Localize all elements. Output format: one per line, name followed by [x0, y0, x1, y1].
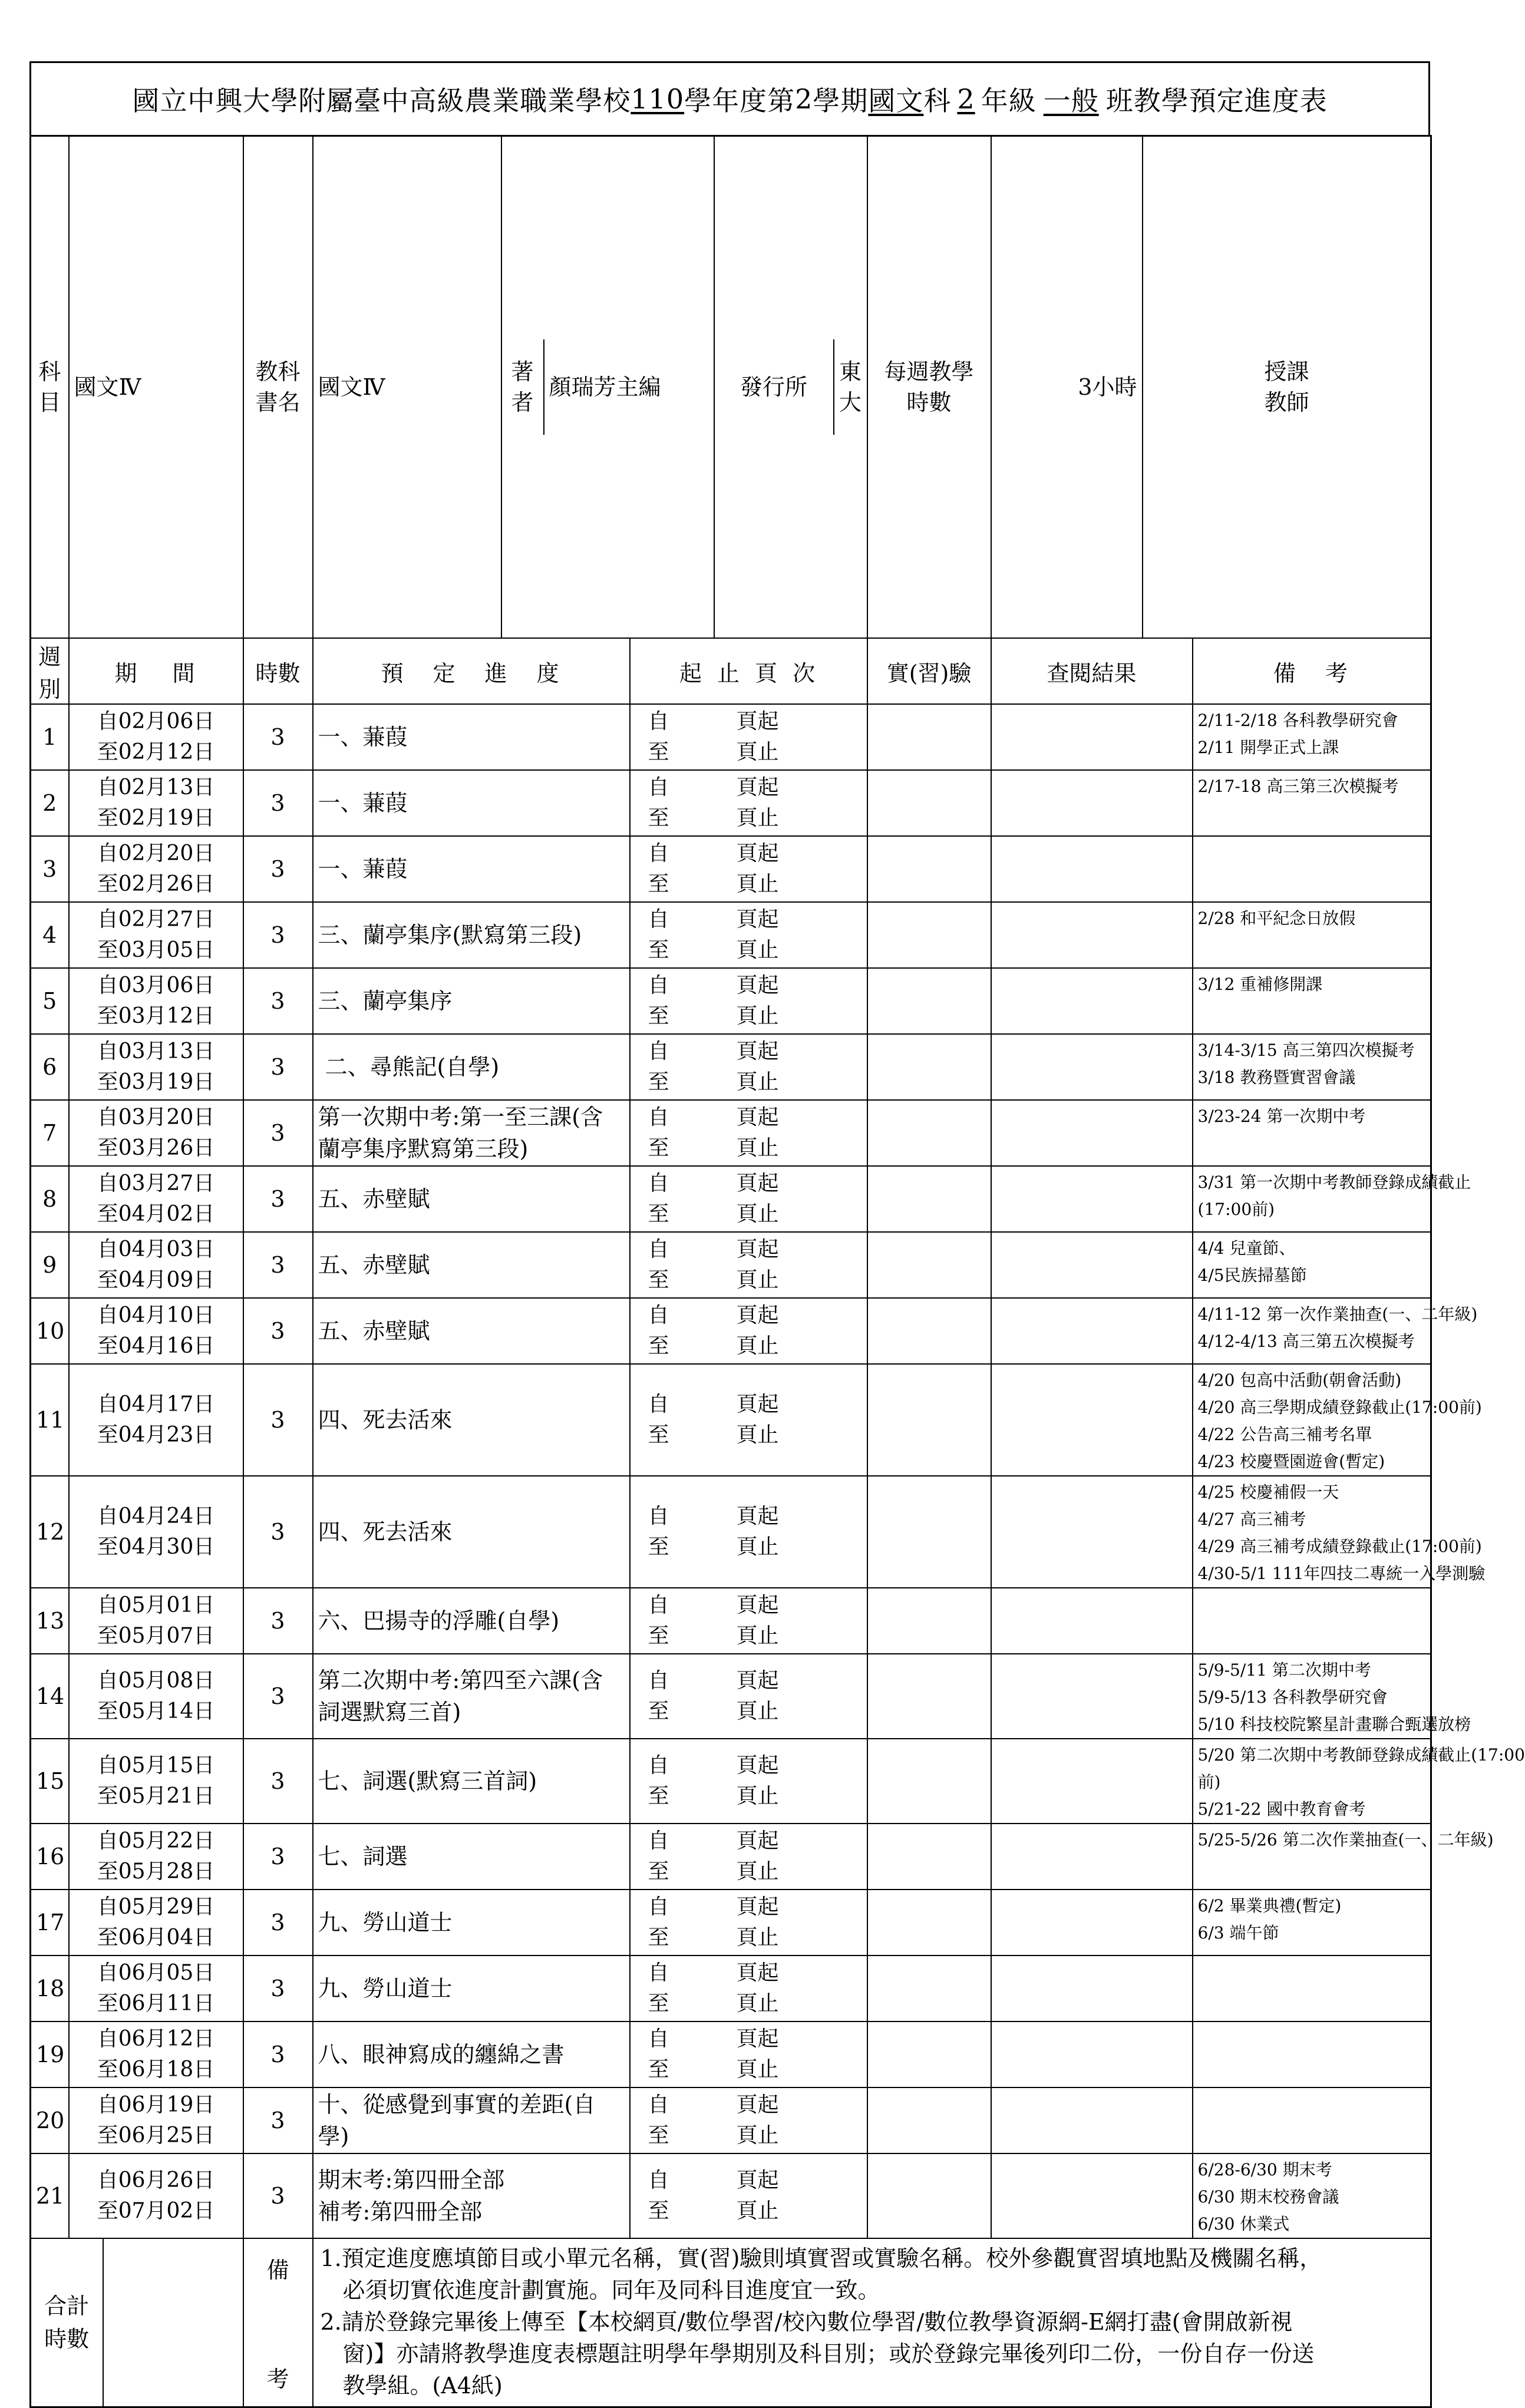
- notes-cell: [1193, 1824, 1494, 1890]
- check-result-cell: [991, 1956, 1193, 2021]
- table-row: [31, 1232, 1431, 1298]
- notes-cell: [1193, 1476, 1486, 1588]
- note-line: 4/11-12 第一次作業抽查(一、二年級): [1197, 1304, 1478, 1324]
- table-row: [31, 1956, 1431, 2021]
- notes-cell: [1193, 1588, 1431, 1654]
- hours-value: 3: [243, 1890, 313, 1956]
- column-header-row: [31, 638, 1431, 704]
- lab-cell: [867, 1890, 991, 1956]
- lab-cell: [867, 2153, 991, 2238]
- week-number: 8: [31, 1166, 69, 1232]
- page-range: 自 頁起 至 頁止: [630, 902, 867, 968]
- header-pages: 起 止 頁 次: [630, 638, 867, 704]
- hours-value: 3: [243, 902, 313, 968]
- lab-cell: [867, 2021, 991, 2087]
- week-number: 5: [31, 968, 69, 1034]
- school-name: 國立中興大學附屬臺中高級農業職業學校: [132, 85, 631, 117]
- period-dates: 自05月29日 至06月04日: [69, 1890, 243, 1956]
- page-range: 自 頁起 至 頁止: [630, 1298, 867, 1364]
- page-range: 自 頁起 至 頁止: [630, 1739, 867, 1824]
- progress-text: 十、從感覺到事實的差距(自學): [313, 2087, 630, 2153]
- progress-text: 三、蘭亭集序(默寫第三段): [313, 902, 630, 968]
- progress-text: 四、死去活來: [313, 1476, 630, 1588]
- progress-text: 一、蒹葭: [313, 836, 630, 902]
- table-row: [31, 1654, 1431, 1739]
- period-dates: 自04月03日 至04月09日: [69, 1232, 243, 1298]
- page-range: 自 頁起 至 頁止: [630, 1166, 867, 1232]
- check-result-cell: [991, 770, 1193, 836]
- note-line: 4/29 高三補考成績登錄截止(17:00前): [1197, 1537, 1482, 1556]
- check-result-cell: [991, 704, 1193, 770]
- notes-cell: [1193, 1890, 1431, 1956]
- notes-cell: [1193, 1034, 1431, 1100]
- lab-cell: [867, 1824, 991, 1890]
- note-line: 2/11 開學正式上課: [1197, 738, 1339, 757]
- notes-cell: [1193, 1654, 1471, 1739]
- page-range: 自 頁起 至 頁止: [630, 1654, 867, 1739]
- notes-cell: [1193, 1298, 1478, 1364]
- period-dates: 自02月06日 至02月12日: [69, 704, 243, 770]
- class-type: 一般: [1043, 85, 1099, 117]
- hours-value: 3: [243, 968, 313, 1034]
- page-range: 自 頁起 至 頁止: [630, 1476, 867, 1588]
- hours-value: 3: [243, 836, 313, 902]
- note-line: 3/12 重補修開課: [1197, 975, 1323, 994]
- table-row: [31, 1824, 1431, 1890]
- notes-cell: [1193, 2087, 1431, 2153]
- period-dates: 自06月19日 至06月25日: [69, 2087, 243, 2153]
- note-line: 2/17-18 高三第三次模擬考: [1197, 777, 1399, 796]
- check-result-cell: [991, 1890, 1193, 1956]
- check-result-cell: [991, 968, 1193, 1034]
- hours-value: 3: [243, 1654, 313, 1739]
- lab-cell: [867, 836, 991, 902]
- notes-cell: [1193, 902, 1431, 968]
- page-range: 自 頁起 至 頁止: [630, 1100, 867, 1166]
- page-range: 自 頁起 至 頁止: [630, 1824, 867, 1890]
- week-number: 19: [31, 2021, 69, 2087]
- note-line: 2/28 和平紀念日放假: [1197, 909, 1356, 928]
- progress-text: 第二次期中考:第四至六課(含詞選默寫三首): [313, 1654, 630, 1739]
- total-hours-label: 合計 時數: [31, 2238, 103, 2407]
- progress-text: 五、赤壁賦: [313, 1298, 630, 1364]
- page-title: 國立中興大學附屬臺中高級農業職業學校 110 學年度第 2 學期 國文 科 2 年級 一般 班教學預定進度表: [29, 61, 1430, 135]
- table-row: [31, 1476, 1431, 1588]
- notes-cell: [1193, 1100, 1431, 1166]
- textbook-value: 國文Ⅳ: [313, 136, 501, 639]
- notes-cell: [1193, 1232, 1431, 1298]
- check-result-cell: [991, 1232, 1193, 1298]
- period-dates: 自03月13日 至03月19日: [69, 1034, 243, 1100]
- note-line: 4/23 校慶暨園遊會(暫定): [1197, 1452, 1385, 1471]
- header-check: 查閱結果: [991, 638, 1193, 704]
- page-range: 自 頁起 至 頁止: [630, 1034, 867, 1100]
- note-line: 6/30 休業式: [1197, 2214, 1290, 2234]
- week-number: 15: [31, 1739, 69, 1824]
- page-range: 自 頁起 至 頁止: [630, 1588, 867, 1654]
- page-range: 自 頁起 至 頁止: [630, 968, 867, 1034]
- schedule-sheet: [29, 61, 1525, 2408]
- table-row: [31, 2153, 1431, 2238]
- week-number: 16: [31, 1824, 69, 1890]
- lab-cell: [867, 2087, 991, 2153]
- note-line: 5/9-5/13 各科教學研究會: [1197, 1687, 1388, 1707]
- page-range: 自 頁起 至 頁止: [630, 1232, 867, 1298]
- table-row: [31, 1588, 1431, 1654]
- progress-text: 七、詞選(默寫三首詞): [313, 1739, 630, 1824]
- progress-text: 九、勞山道士: [313, 1956, 630, 2021]
- page-range: 自 頁起 至 頁止: [630, 2153, 867, 2238]
- note-line: 4/22 公告高三補考名單: [1197, 1425, 1372, 1444]
- lab-cell: [867, 968, 991, 1034]
- subject-value: 國文Ⅳ: [69, 136, 243, 639]
- note-line: 4/30-5/1 111年四技二專統一入學測驗: [1197, 1564, 1486, 1583]
- period-dates: 自05月22日 至05月28日: [69, 1824, 243, 1890]
- hours-value: 3: [243, 1956, 313, 2021]
- lab-cell: [867, 1100, 991, 1166]
- table-row: [31, 1298, 1431, 1364]
- progress-text: 八、眼神寫成的纏綿之書: [313, 2021, 630, 2087]
- hours-value: 3: [243, 770, 313, 836]
- page-range: 自 頁起 至 頁止: [630, 1890, 867, 1956]
- header-lab: 實(習)驗: [867, 638, 991, 704]
- hours-value: 3: [243, 704, 313, 770]
- table-row: [31, 704, 1431, 770]
- teacher-label: 授課 教師: [1143, 136, 1431, 639]
- notes-cell: [1193, 1956, 1431, 2021]
- remark-label: 備 考: [243, 2238, 313, 2407]
- week-number: 6: [31, 1034, 69, 1100]
- hours-value: 3: [243, 2153, 313, 2238]
- note-line: 4/5民族掃墓節: [1197, 1266, 1307, 1285]
- note-line: 4/4 兒童節、: [1197, 1238, 1296, 1258]
- table-row: [31, 1739, 1431, 1824]
- period-dates: 自05月08日 至05月14日: [69, 1654, 243, 1739]
- notes-cell: [1193, 1739, 1525, 1824]
- note-line: 4/20 包高中活動(朝會活動): [1197, 1370, 1402, 1390]
- week-number: 11: [31, 1364, 69, 1476]
- check-result-cell: [991, 1588, 1193, 1654]
- page-range: 自 頁起 至 頁止: [630, 836, 867, 902]
- lab-cell: [867, 1588, 991, 1654]
- note-line: 前): [1197, 1772, 1221, 1792]
- lab-cell: [867, 1034, 991, 1100]
- check-result-cell: [991, 2087, 1193, 2153]
- publisher-value: 東 大: [833, 339, 867, 435]
- week-number: 17: [31, 1890, 69, 1956]
- week-number: 4: [31, 902, 69, 968]
- week-number: 21: [31, 2153, 69, 2238]
- check-result-cell: [991, 1298, 1193, 1364]
- check-result-cell: [991, 1654, 1193, 1739]
- notes-cell: [1193, 1166, 1471, 1232]
- hours-value: 3: [243, 1100, 313, 1166]
- hours-value: 3: [243, 1364, 313, 1476]
- week-number: 2: [31, 770, 69, 836]
- period-dates: 自03月20日 至03月26日: [69, 1100, 243, 1166]
- note-line: 6/3 端午節: [1197, 1923, 1279, 1943]
- period-dates: 自04月17日 至04月23日: [69, 1364, 243, 1476]
- header-progress: 預 定 進 度: [313, 638, 630, 704]
- hours-value: 3: [243, 1232, 313, 1298]
- author-value: 顏瑞芳主編: [549, 374, 661, 400]
- week-number: 14: [31, 1654, 69, 1739]
- total-hours-value: [103, 2238, 243, 2407]
- week-number: 1: [31, 704, 69, 770]
- note-line: (17:00前): [1197, 1200, 1275, 1219]
- notes-cell: [1193, 2153, 1431, 2238]
- table-row: [31, 968, 1431, 1034]
- page-range: 自 頁起 至 頁止: [630, 770, 867, 836]
- check-result-cell: [991, 2021, 1193, 2087]
- period-dates: 自02月27日 至03月05日: [69, 902, 243, 968]
- period-dates: 自04月10日 至04月16日: [69, 1298, 243, 1364]
- weekly-hours-label: 每週教學 時數: [867, 136, 991, 639]
- note-line: 6/30 期末校務會議: [1197, 2187, 1339, 2206]
- table-row: [31, 1364, 1431, 1476]
- term-number: 2: [795, 83, 813, 115]
- schedule-rows: [31, 704, 1525, 2238]
- note-line: 3/23-24 第一次期中考: [1197, 1106, 1366, 1126]
- period-dates: 自03月27日 至04月02日: [69, 1166, 243, 1232]
- note-line: 4/25 校慶補假一天: [1197, 1482, 1339, 1502]
- page-range: 自 頁起 至 頁止: [630, 704, 867, 770]
- note-line: 4/20 高三學期成績登錄截止(17:00前): [1197, 1398, 1482, 1417]
- lab-cell: [867, 902, 991, 968]
- week-number: 10: [31, 1298, 69, 1364]
- note-line: 5/21-22 國中教育會考: [1197, 1799, 1366, 1819]
- schedule-table: [29, 135, 1525, 2408]
- note-line: 2/11-2/18 各科教學研究會: [1197, 711, 1398, 730]
- lab-cell: [867, 1956, 991, 2021]
- note-line: 5/9-5/11 第二次期中考: [1197, 1660, 1371, 1680]
- note-line: 5/20 第二次期中考教師登錄成績截止(17:00: [1197, 1745, 1525, 1765]
- note-line: 3/31 第一次期中考教師登錄成績截止: [1197, 1172, 1471, 1192]
- publisher-label: 發行所: [740, 374, 808, 400]
- lab-cell: [867, 1654, 991, 1739]
- check-result-cell: [991, 1100, 1193, 1166]
- table-row: [31, 2021, 1431, 2087]
- notes-cell: [1193, 770, 1431, 836]
- note-line: 4/12-4/13 高三第五次模擬考: [1197, 1332, 1415, 1351]
- note-line: 6/28-6/30 期末考: [1197, 2160, 1332, 2179]
- hours-value: 3: [243, 1739, 313, 1824]
- notes-cell: [1193, 1364, 1482, 1476]
- header-notes: 備 考: [1193, 638, 1431, 704]
- progress-text: 三、蘭亭集序: [313, 968, 630, 1034]
- subject-label: 科 目: [31, 136, 69, 639]
- check-result-cell: [991, 836, 1193, 902]
- progress-text: 六、巴揚寺的浮雕(自學): [313, 1588, 630, 1654]
- notes-cell: [1193, 968, 1431, 1034]
- table-row: [31, 836, 1431, 902]
- textbook-label: 教科 書名: [243, 136, 313, 639]
- page-range: 自 頁起 至 頁止: [630, 2021, 867, 2087]
- period-dates: 自05月01日 至05月07日: [69, 1588, 243, 1654]
- lab-cell: [867, 1364, 991, 1476]
- grade-number: 2: [957, 83, 975, 115]
- week-number: 12: [31, 1476, 69, 1588]
- footer-row: [31, 2238, 1431, 2407]
- notes-cell: [1193, 2021, 1431, 2087]
- week-number: 13: [31, 1588, 69, 1654]
- note-line: 3/14-3/15 高三第四次模擬考: [1197, 1041, 1415, 1060]
- lab-cell: [867, 1476, 991, 1588]
- week-number: 20: [31, 2087, 69, 2153]
- header-hours: 時數: [243, 638, 313, 704]
- note-line: 6/2 畢業典禮(暫定): [1197, 1896, 1342, 1915]
- weekly-hours-value: 3小時: [991, 136, 1143, 639]
- check-result-cell: [991, 1476, 1193, 1588]
- note-line: 5/25-5/26 第二次作業抽查(一、二年級): [1197, 1830, 1494, 1849]
- lab-cell: [867, 1232, 991, 1298]
- week-number: 9: [31, 1232, 69, 1298]
- note-line: 5/10 科技校院繁星計畫聯合甄選放榜: [1197, 1715, 1471, 1734]
- hours-value: 3: [243, 1476, 313, 1588]
- period-dates: 自02月20日 至02月26日: [69, 836, 243, 902]
- notes-cell: [1193, 704, 1431, 770]
- week-number: 18: [31, 1956, 69, 2021]
- note-line: 3/18 教務暨實習會議: [1197, 1068, 1356, 1087]
- hours-value: 3: [243, 1824, 313, 1890]
- subject-name: 國文: [868, 85, 924, 117]
- check-result-cell: [991, 1034, 1193, 1100]
- note-line: 4/27 高三補考: [1197, 1509, 1306, 1529]
- lab-cell: [867, 1298, 991, 1364]
- table-row: [31, 902, 1431, 968]
- table-row: [31, 2087, 1431, 2153]
- hours-value: 3: [243, 1166, 313, 1232]
- check-result-cell: [991, 1739, 1193, 1824]
- period-dates: 自04月24日 至04月30日: [69, 1476, 243, 1588]
- table-row: [31, 1890, 1431, 1956]
- check-result-cell: [991, 2153, 1193, 2238]
- period-dates: 自02月13日 至02月19日: [69, 770, 243, 836]
- lab-cell: [867, 770, 991, 836]
- author-label: 著 者: [502, 339, 544, 435]
- hours-value: 3: [243, 2087, 313, 2153]
- week-number: 7: [31, 1100, 69, 1166]
- period-dates: 自03月06日 至03月12日: [69, 968, 243, 1034]
- period-dates: 自06月12日 至06月18日: [69, 2021, 243, 2087]
- lab-cell: [867, 1166, 991, 1232]
- header-period: 期 間: [69, 638, 243, 704]
- hours-value: 3: [243, 1298, 313, 1364]
- info-row: [31, 136, 1431, 639]
- hours-value: 3: [243, 1588, 313, 1654]
- progress-text: 四、死去活來: [313, 1364, 630, 1476]
- period-dates: 自06月26日 至07月02日: [69, 2153, 243, 2238]
- table-row: [31, 1166, 1431, 1232]
- table-row: [31, 1034, 1431, 1100]
- table-row: [31, 770, 1431, 836]
- progress-text: 第一次期中考:第一至三課(含蘭亭集序默寫第三段): [313, 1100, 630, 1166]
- page-range: 自 頁起 至 頁止: [630, 1956, 867, 2021]
- remark-text: 1.預定進度應填節目或小單元名稱，實(習)驗則填實習或實驗名稱。校外參觀實習填地點及機關名稱， 必須切實依進度計劃實施。同年及同科目進度宜一致。 2.請於登錄完畢後上傳至【本校網頁/數位學習/校內數位學習/數位教學資源網-E網打盡(會開啟新視 窗)】亦請將教學進度表標題註明學年學期別及科目別；或於登錄完畢後列印二份，一份自存一份送 教學組。(A4紙): [313, 2238, 1431, 2407]
- check-result-cell: [991, 1824, 1193, 1890]
- hours-value: 3: [243, 2021, 313, 2087]
- progress-text: 七、詞選: [313, 1824, 630, 1890]
- period-dates: 自05月15日 至05月21日: [69, 1739, 243, 1824]
- header-week: 週別: [31, 638, 69, 704]
- page-range: 自 頁起 至 頁止: [630, 2087, 867, 2153]
- progress-text: 五、赤壁賦: [313, 1232, 630, 1298]
- hours-value: 3: [243, 1034, 313, 1100]
- table-row: [31, 1100, 1431, 1166]
- progress-text: 二、尋熊記(自學): [313, 1034, 630, 1100]
- progress-text: 五、赤壁賦: [313, 1166, 630, 1232]
- period-dates: 自06月05日 至06月11日: [69, 1956, 243, 2021]
- lab-cell: [867, 704, 991, 770]
- progress-text: 一、蒹葭: [313, 770, 630, 836]
- notes-cell: [1193, 836, 1431, 902]
- page-range: 自 頁起 至 頁止: [630, 1364, 867, 1476]
- progress-text: 一、蒹葭: [313, 704, 630, 770]
- progress-text: 九、勞山道士: [313, 1890, 630, 1956]
- check-result-cell: [991, 1364, 1193, 1476]
- check-result-cell: [991, 1166, 1193, 1232]
- progress-text: 期末考:第四冊全部 補考:第四冊全部: [313, 2153, 630, 2238]
- check-result-cell: [991, 902, 1193, 968]
- lab-cell: [867, 1739, 991, 1824]
- school-year: 110: [631, 83, 685, 115]
- week-number: 3: [31, 836, 69, 902]
